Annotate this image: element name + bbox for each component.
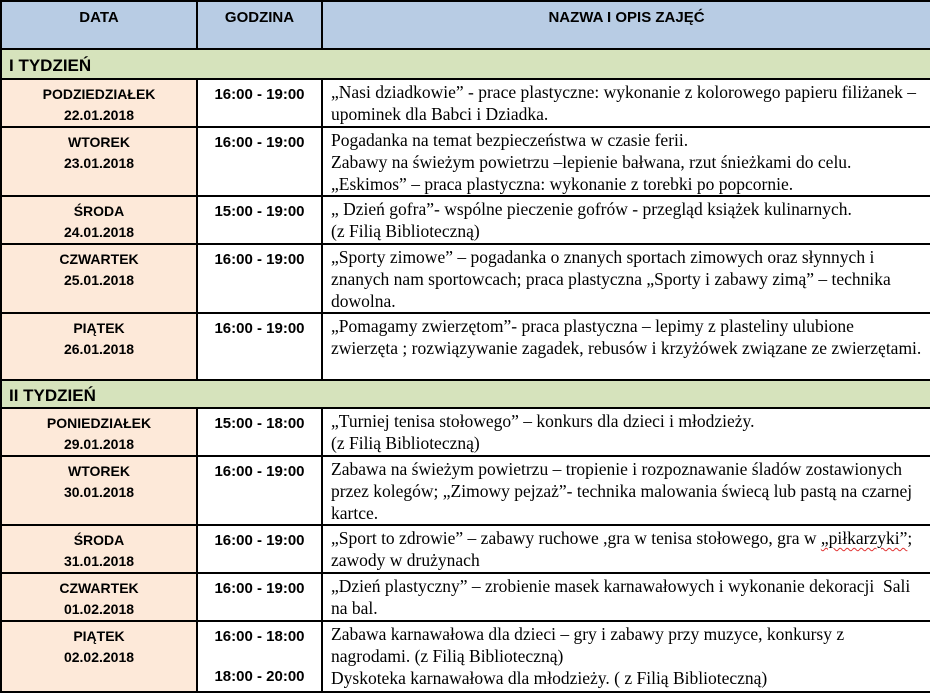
description-cell (322, 79, 930, 127)
misspelled-word: „piłkarzyki” (820, 528, 908, 548)
activity-text-segment: „Sport to zdrowie” – zabawy ruchowe ,gra w tenisa stołowego, gra w (331, 528, 821, 548)
schedule-row (1, 456, 930, 525)
activity-paragraph: „Dzień plastyczny” – zrobienie masek karnawałowych i wykonanie dekoracji Sali na bal. (331, 576, 915, 618)
activity-paragraph: Zabawa na świeżym powietrzu – tropienie i rozpoznawanie śladów zostawionych przez kolegów; „Zimowy pejzaż”- technika malowania świecą lub pastą na czarnej kartce. (331, 459, 917, 523)
schedule-row (1, 408, 930, 456)
day-cell (1, 196, 197, 244)
column-header-time: GODZINA (197, 1, 322, 49)
time-range: 16:00 - 19:00 (214, 532, 305, 549)
day-label: CZWARTEK (59, 251, 139, 267)
schedule-row (1, 525, 930, 573)
description-cell (322, 127, 930, 196)
date-label: 22.01.2018 (63, 107, 135, 123)
time-range: 16:00 - 19:00 (214, 463, 305, 480)
day-label: ŚRODA (73, 203, 125, 219)
activity-paragraph: „Nasi dziadkowie” - prace plastyczne: wykonanie z kolorowego papieru filiżanek – upominek dla Babci i Dziadka. (331, 82, 921, 124)
table-header-row (1, 1, 930, 49)
time-cell (197, 456, 322, 525)
time-cell (197, 573, 322, 621)
activity-paragraph: Zabawa karnawałowa dla dzieci – gry i zabawy przy muzyce, konkursy z nagrodami. (z Filią Biblioteczną) (331, 624, 849, 666)
schedule-row (1, 127, 930, 196)
time-range: 18:00 - 20:00 (214, 668, 305, 685)
activity-paragraph: (z Filią Biblioteczną) (331, 221, 480, 241)
day-label: PIĄTEK (73, 628, 125, 644)
time-range: 16:00 - 19:00 (214, 86, 305, 103)
section-row-week1 (1, 49, 930, 79)
day-cell (1, 408, 197, 456)
day-label: ŚRODA (73, 532, 125, 548)
schedule-row (1, 573, 930, 621)
time-cell (197, 244, 322, 313)
day-cell (1, 244, 197, 313)
time-range: 15:00 - 18:00 (214, 415, 305, 432)
time-cell (197, 525, 322, 573)
section-title-week2: II TYDZIEŃ (1, 380, 930, 408)
activity-paragraph (331, 527, 924, 571)
time-cell (197, 313, 322, 380)
description-cell (322, 573, 930, 621)
time-cell (197, 408, 322, 456)
activity-text-segment: ; zawody w drużynach (331, 528, 917, 570)
date-label: 02.02.2018 (63, 649, 135, 665)
time-cell (197, 621, 322, 692)
description-cell (322, 621, 930, 692)
column-header-date: DATA (1, 1, 197, 49)
description-cell (322, 313, 930, 380)
activity-paragraph: (z Filią Biblioteczną) (331, 433, 480, 453)
section-title-week1: I TYDZIEŃ (1, 49, 930, 79)
time-range: 16:00 - 18:00 (214, 628, 305, 645)
day-cell (1, 79, 197, 127)
day-cell (1, 313, 197, 380)
section-row-week2 (1, 380, 930, 408)
date-label: 30.01.2018 (63, 484, 135, 500)
description-cell (322, 525, 930, 573)
description-cell (322, 456, 930, 525)
schedule-row (1, 196, 930, 244)
day-label: WTOREK (68, 463, 130, 479)
time-range: 16:00 - 19:00 (214, 580, 305, 597)
activity-paragraph: „Turniej tenisa stołowego” – konkurs dla dzieci i młodzieży. (331, 411, 755, 431)
day-cell (1, 456, 197, 525)
time-range: 16:00 - 19:00 (214, 320, 305, 337)
day-label: PONIEDZIAŁEK (46, 415, 152, 431)
time-range: 16:00 - 19:00 (214, 134, 305, 151)
date-label: 23.01.2018 (63, 155, 135, 171)
time-cell (197, 196, 322, 244)
description-cell (322, 244, 930, 313)
time-range: 16:00 - 19:00 (214, 251, 305, 268)
time-cell (197, 127, 322, 196)
day-cell (1, 525, 197, 573)
time-cell (197, 79, 322, 127)
activity-paragraph: „Sporty zimowe” – pogadanka o znanych sportach zimowych oraz słynnych i znanych nam sportowcach; praca plastyczna „Sporty i zabawy zimą” – technika dowolna. (331, 247, 896, 311)
activity-paragraph: Dyskoteka karnawałowa dla młodzieży. ( z Filią Biblioteczną) (331, 668, 768, 688)
activity-paragraph: „Pomagamy zwierzętom”- praca plastyczna – lepimy z plasteliny ulubione zwierzęta ; rozwiązywanie zagadek, rebusów i krzyżówek związane ze zwierzętami. (331, 316, 922, 358)
date-label: 26.01.2018 (63, 341, 135, 357)
day-cell (1, 127, 197, 196)
activity-paragraph: „Eskimos” – praca plastyczna: wykonanie z torebki po popcornie. (331, 174, 794, 194)
date-label: 31.01.2018 (63, 553, 135, 569)
date-label: 24.01.2018 (63, 224, 135, 240)
activity-paragraph: Pogadanka na temat bezpieczeństwa w czasie ferii. (331, 130, 689, 150)
day-cell (1, 573, 197, 621)
description-cell (322, 196, 930, 244)
time-range: 15:00 - 19:00 (214, 203, 305, 220)
day-label: WTOREK (68, 134, 130, 150)
date-label: 29.01.2018 (63, 436, 135, 452)
activity-paragraph: Zabawy na świeżym powietrzu –lepienie bałwana, rzut śnieżkami do celu. (331, 152, 852, 172)
day-label: CZWARTEK (59, 580, 139, 596)
date-label: 25.01.2018 (63, 272, 135, 288)
day-label: PODZIEDZIAŁEK (42, 86, 156, 102)
schedule-row (1, 313, 930, 380)
schedule-row (1, 621, 930, 692)
day-cell (1, 621, 197, 692)
schedule-row (1, 244, 930, 313)
date-label: 01.02.2018 (63, 601, 135, 617)
schedule-row (1, 79, 930, 127)
column-header-description: NAZWA I OPIS ZAJĘĆ (322, 1, 930, 49)
day-label: PIĄTEK (73, 320, 125, 336)
activity-paragraph: „ Dzień gofra”- wspólne pieczenie gofrów - przegląd książek kulinarnych. (331, 199, 852, 219)
description-cell (322, 408, 930, 456)
